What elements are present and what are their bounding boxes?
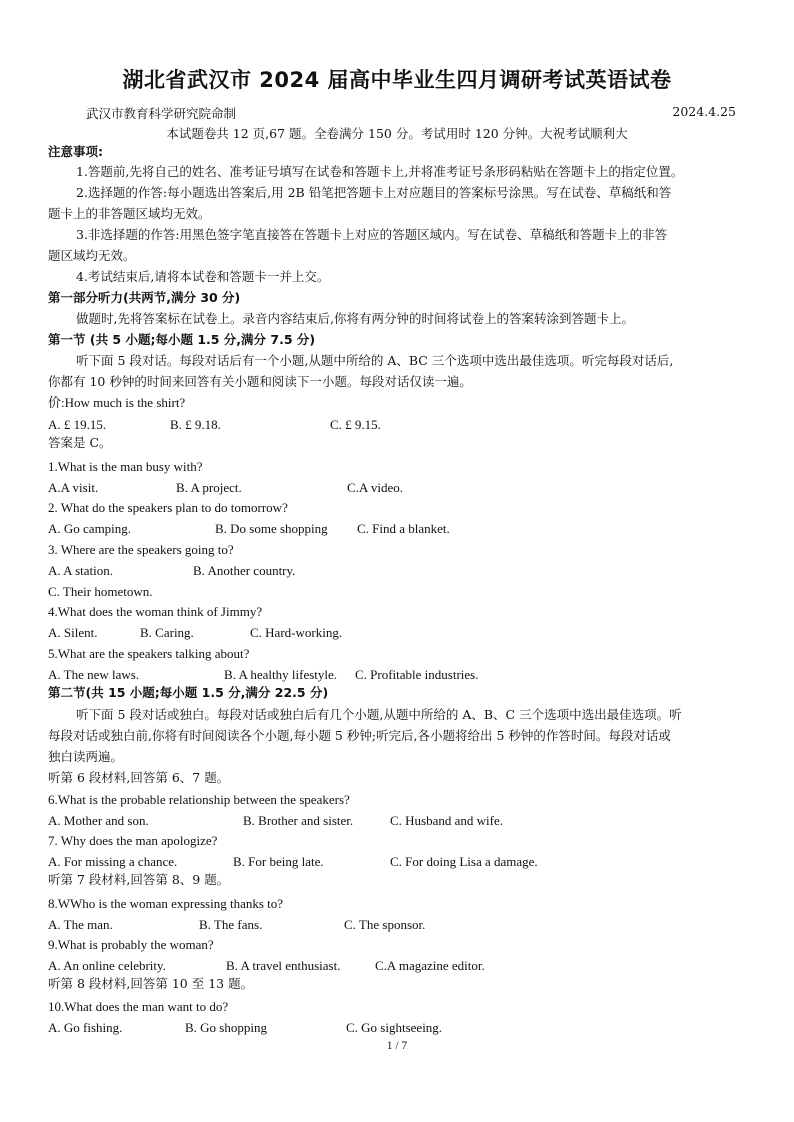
option-a: A. Mother and son. <box>48 813 149 828</box>
option-b: B. Go shopping <box>185 1020 267 1035</box>
option-c: C.A video. <box>347 480 403 495</box>
note-2: 2.选择题的作答:每小题选出答案后,用 2B 铅笔把答题卡上对应题目的答案标号涂黑。写在试卷、草稿纸和答 <box>76 185 672 200</box>
option-c: C. Hard-working. <box>250 625 343 640</box>
example-answer: 答案是 C。 <box>48 435 112 450</box>
option-b: B. A healthy lifestyle. <box>224 667 338 682</box>
material-6-instruction: 听第 6 段材料,回答第 6、7 题。 <box>48 770 230 785</box>
note-3: 3.非选择题的作答:用黑色签字笔直接答在答题卡上对应的答题区域内。写在试卷、草稿纸和答题卡上的非答 <box>76 227 668 242</box>
issuing-organization: 武汉市教育科学研究院命制 <box>86 106 237 121</box>
example-question: 价:How much is the shirt? <box>48 395 186 410</box>
material-7-instruction: 听第 7 段材料,回答第 8、9 题。 <box>48 872 230 887</box>
option-a: A. Go camping. <box>48 521 132 536</box>
section2-heading: 第二节(共 15 小题;每小题 1.5 分,满分 22.5 分) <box>48 685 329 700</box>
option-b: B. For being late. <box>233 854 324 869</box>
option-a: A. The man. <box>48 917 113 932</box>
option-b: B. Brother and sister. <box>243 813 354 828</box>
option-a: A. Silent. <box>48 625 98 640</box>
material-8-instruction: 听第 8 段材料,回答第 10 至 13 题。 <box>48 976 254 991</box>
option-c: C.A magazine editor. <box>375 958 485 973</box>
question-text: 10.What does the man want to do? <box>48 999 229 1014</box>
option-b: B. A project. <box>176 480 242 495</box>
exam-date: 2024.4.25 <box>672 104 736 119</box>
part1-heading: 第一部分听力(共两节,满分 30 分) <box>48 290 241 305</box>
section1-heading: 第一节 (共 5 小题;每小题 1.5 分,满分 7.5 分) <box>48 332 316 347</box>
exam-title: 湖北省武汉市 2024 届高中毕业生四月调研考试英语试卷 <box>122 68 672 92</box>
note-3-cont: 题区域均无效。 <box>48 248 136 263</box>
note-1: 1.答题前,先将自己的姓名、准考证号填写在试卷和答题卡上,并将准考证号条形码粘贴在答题卡上的指定位置。 <box>76 164 684 179</box>
section2-intro-cont: 每段对话或独白前,你将有时间阅读各个小题,每小题 5 秒钟;听完后,各小题将给出 5 秒钟的作答时间。每段对话或 <box>48 728 671 743</box>
example-option-c: C. £ 9.15. <box>330 417 381 432</box>
option-b: B. The fans. <box>199 917 263 932</box>
part1-intro: 做题时,先将答案标在试卷上。录音内容结束后,你将有两分钟的时间将试卷上的答案转涂到答题卡上。 <box>76 311 634 326</box>
option-b: B. Do some shopping <box>215 521 328 536</box>
question-text: 4.What does the woman think of Jimmy? <box>48 604 263 619</box>
question-text: 8.WWho is the woman expressing thanks to? <box>48 896 284 911</box>
question-text: 9.What is probably the woman? <box>48 937 214 952</box>
option-a: A. A station. <box>48 563 114 578</box>
option-b: B. A travel enthusiast. <box>226 958 341 973</box>
option-b: B. Caring. <box>140 625 194 640</box>
option-c: C. Go sightseeing. <box>346 1020 443 1035</box>
option-a: A. An online celebrity. <box>48 958 166 973</box>
exam-summary: 本试题卷共 12 页,67 题。全卷满分 150 分。考试用时 120 分钟。大祝考试顺利大 <box>166 126 628 141</box>
section2-intro: 听下面 5 段对话或独白。每段对话或独白后有几个小题,从题中所给的 A、B、C 三个选项中选出最佳选项。听 <box>76 707 682 722</box>
option-c: C. Husband and wife. <box>390 813 504 828</box>
option-a: A.A visit. <box>48 480 99 495</box>
option-a: A. For missing a chance. <box>48 854 178 869</box>
notes-heading: 注意事项: <box>48 144 103 159</box>
question-text: 6.What is the probable relationship between the speakers? <box>48 792 350 807</box>
example-option-a: A. £ 19.15. <box>48 417 107 432</box>
option-c: C. Find a blanket. <box>357 521 450 536</box>
option-c: C. For doing Lisa a damage. <box>390 854 538 869</box>
question-text: 7. Why does the man apologize? <box>48 833 218 848</box>
option-c: C. Profitable industries. <box>355 667 479 682</box>
question-text: 1.What is the man busy with? <box>48 459 203 474</box>
option-a: A. The new laws. <box>48 667 140 682</box>
option-a: A. Go fishing. <box>48 1020 123 1035</box>
section2-intro-end: 独白读两遍。 <box>48 749 124 764</box>
section1-intro: 听下面 5 段对话。每段对话后有一个小题,从题中所给的 A、BC 三个选项中选出最佳选项。听完每段对话后, <box>76 353 674 368</box>
note-2-cont: 题卡上的非答题区域均无效。 <box>48 206 211 221</box>
option-c: C. Their hometown. <box>48 584 153 599</box>
question-text: 5.What are the speakers talking about? <box>48 646 250 661</box>
question-text: 3. Where are the speakers going to? <box>48 542 234 557</box>
example-option-b: B. £ 9.18. <box>170 417 221 432</box>
section1-intro-cont: 你都有 10 秒钟的时间来回答有关小题和阅读下一小题。每段对话仅读一遍。 <box>48 374 472 389</box>
option-b: B. Another country. <box>193 563 296 578</box>
page-number: 1 / 7 <box>386 1040 408 1052</box>
question-text: 2. What do the speakers plan to do tomorrow? <box>48 500 288 515</box>
note-4: 4.考试结束后,请将本试卷和答题卡一并上交。 <box>76 269 330 284</box>
option-c: C. The sponsor. <box>344 917 426 932</box>
